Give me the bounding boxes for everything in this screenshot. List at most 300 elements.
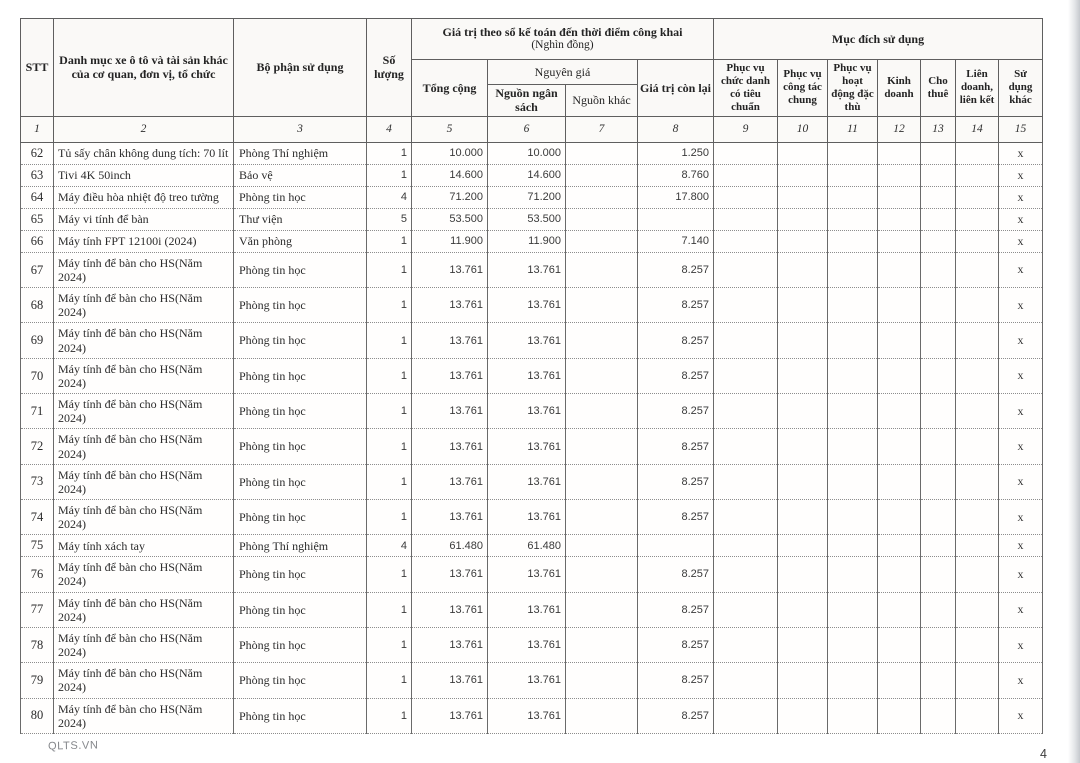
column-index: 8 bbox=[638, 116, 714, 142]
cell-stt: 79 bbox=[21, 663, 54, 698]
cell-p13 bbox=[921, 252, 956, 287]
cell-budget: 13.761 bbox=[488, 592, 566, 627]
cell-p11 bbox=[828, 429, 878, 464]
cell-p9 bbox=[714, 499, 778, 534]
page-number: 4 bbox=[1040, 747, 1047, 761]
asset-disclosure-table bbox=[20, 18, 1043, 734]
cell-budget: 14.600 bbox=[488, 164, 566, 186]
table-row bbox=[21, 323, 1043, 358]
cell-remaining: 17.800 bbox=[638, 186, 714, 208]
cell-budget: 13.761 bbox=[488, 464, 566, 499]
cell-total: 13.761 bbox=[412, 358, 488, 393]
cell-total: 11.900 bbox=[412, 230, 488, 252]
cell-p11 bbox=[828, 288, 878, 323]
cell-p13 bbox=[921, 323, 956, 358]
column-index: 4 bbox=[367, 116, 412, 142]
cell-p11 bbox=[828, 186, 878, 208]
cell-dept: Bảo vệ bbox=[234, 164, 367, 186]
cell-stt: 64 bbox=[21, 186, 54, 208]
cell-p10 bbox=[778, 698, 828, 733]
cell-name: Máy tính để bàn cho HS(Năm 2024) bbox=[54, 627, 234, 662]
cell-dept: Phòng tin học bbox=[234, 627, 367, 662]
cell-budget: 10.000 bbox=[488, 142, 566, 164]
cell-name: Máy tính FPT 12100i (2024) bbox=[54, 230, 234, 252]
document-page bbox=[20, 18, 1047, 761]
cell-p12 bbox=[878, 288, 921, 323]
cell-p10 bbox=[778, 252, 828, 287]
cell-remaining: 8.257 bbox=[638, 663, 714, 698]
col-header-other-source: Nguồn khác bbox=[566, 85, 638, 117]
cell-dept: Phòng tin học bbox=[234, 252, 367, 287]
cell-qty: 1 bbox=[367, 164, 412, 186]
cell-qty: 1 bbox=[367, 663, 412, 698]
cell-p12 bbox=[878, 164, 921, 186]
cell-total: 13.761 bbox=[412, 557, 488, 592]
cell-remaining: 8.257 bbox=[638, 429, 714, 464]
col-group-book-value bbox=[412, 19, 714, 60]
cell-total: 13.761 bbox=[412, 323, 488, 358]
cell-p11 bbox=[828, 627, 878, 662]
cell-p9 bbox=[714, 208, 778, 230]
cell-total: 13.761 bbox=[412, 429, 488, 464]
qlts-watermark: QLTS.VN bbox=[47, 739, 99, 753]
table-row bbox=[21, 535, 1043, 557]
column-index: 14 bbox=[956, 116, 999, 142]
cell-dept: Phòng tin học bbox=[234, 663, 367, 698]
cell-p14 bbox=[956, 464, 999, 499]
cell-p15: x bbox=[999, 230, 1043, 252]
cell-other bbox=[566, 358, 638, 393]
cell-p12 bbox=[878, 592, 921, 627]
cell-p14 bbox=[956, 429, 999, 464]
cell-dept: Văn phòng bbox=[234, 230, 367, 252]
cell-p10 bbox=[778, 627, 828, 662]
table-row bbox=[21, 288, 1043, 323]
cell-p12 bbox=[878, 186, 921, 208]
cell-p15: x bbox=[999, 592, 1043, 627]
cell-other bbox=[566, 252, 638, 287]
cell-total: 13.761 bbox=[412, 394, 488, 429]
table-row bbox=[21, 464, 1043, 499]
cell-p14 bbox=[956, 164, 999, 186]
cell-stt: 62 bbox=[21, 142, 54, 164]
col-header-purpose-special-activity: Phục vụ hoạt động đặc thù bbox=[828, 60, 878, 117]
cell-p15: x bbox=[999, 535, 1043, 557]
cell-budget: 13.761 bbox=[488, 323, 566, 358]
column-index: 15 bbox=[999, 116, 1043, 142]
cell-total: 13.761 bbox=[412, 698, 488, 733]
column-index: 6 bbox=[488, 116, 566, 142]
cell-budget: 13.761 bbox=[488, 663, 566, 698]
cell-qty: 1 bbox=[367, 288, 412, 323]
cell-p12 bbox=[878, 142, 921, 164]
cell-qty: 1 bbox=[367, 323, 412, 358]
index-row bbox=[21, 116, 1043, 142]
column-index: 12 bbox=[878, 116, 921, 142]
cell-stt: 77 bbox=[21, 592, 54, 627]
cell-dept: Thư viện bbox=[234, 208, 367, 230]
cell-p12 bbox=[878, 252, 921, 287]
cell-stt: 75 bbox=[21, 535, 54, 557]
cell-p15: x bbox=[999, 288, 1043, 323]
cell-p11 bbox=[828, 698, 878, 733]
cell-p13 bbox=[921, 627, 956, 662]
table-row bbox=[21, 208, 1043, 230]
cell-qty: 1 bbox=[367, 698, 412, 733]
cell-p10 bbox=[778, 230, 828, 252]
cell-qty: 1 bbox=[367, 627, 412, 662]
cell-p14 bbox=[956, 358, 999, 393]
cell-p9 bbox=[714, 429, 778, 464]
cell-p12 bbox=[878, 698, 921, 733]
cell-total: 13.761 bbox=[412, 499, 488, 534]
cell-p11 bbox=[828, 535, 878, 557]
cell-p9 bbox=[714, 663, 778, 698]
cell-p15: x bbox=[999, 429, 1043, 464]
cell-p9 bbox=[714, 323, 778, 358]
table-row bbox=[21, 557, 1043, 592]
column-index: 13 bbox=[921, 116, 956, 142]
book-value-unit: (Nghìn đồng) bbox=[531, 39, 594, 52]
column-index: 9 bbox=[714, 116, 778, 142]
cell-dept: Phòng tin học bbox=[234, 323, 367, 358]
cell-budget: 71.200 bbox=[488, 186, 566, 208]
cell-stt: 74 bbox=[21, 499, 54, 534]
cell-stt: 67 bbox=[21, 252, 54, 287]
col-header-purpose-joint-venture: Liên doanh, liên kết bbox=[956, 60, 999, 117]
cell-p15: x bbox=[999, 164, 1043, 186]
cell-dept: Phòng tin học bbox=[234, 592, 367, 627]
cell-budget: 13.761 bbox=[488, 557, 566, 592]
cell-p13 bbox=[921, 698, 956, 733]
cell-budget: 13.761 bbox=[488, 627, 566, 662]
cell-p13 bbox=[921, 142, 956, 164]
cell-name: Máy tính để bàn cho HS(Năm 2024) bbox=[54, 252, 234, 287]
cell-other bbox=[566, 429, 638, 464]
cell-total: 10.000 bbox=[412, 142, 488, 164]
cell-remaining: 1.250 bbox=[638, 142, 714, 164]
cell-qty: 1 bbox=[367, 499, 412, 534]
cell-other bbox=[566, 557, 638, 592]
cell-remaining: 8.257 bbox=[638, 358, 714, 393]
cell-p14 bbox=[956, 698, 999, 733]
column-index: 11 bbox=[828, 116, 878, 142]
cell-p12 bbox=[878, 230, 921, 252]
col-header-purpose-title-standard: Phục vụ chức danh có tiêu chuẩn bbox=[714, 60, 778, 117]
cell-budget: 13.761 bbox=[488, 429, 566, 464]
cell-stt: 80 bbox=[21, 698, 54, 733]
cell-qty: 1 bbox=[367, 429, 412, 464]
col-header-purpose-other-use: Sử dụng khác bbox=[999, 60, 1043, 117]
cell-budget: 53.500 bbox=[488, 208, 566, 230]
cell-remaining: 8.257 bbox=[638, 499, 714, 534]
cell-p10 bbox=[778, 358, 828, 393]
cell-p15: x bbox=[999, 464, 1043, 499]
cell-p15: x bbox=[999, 698, 1043, 733]
cell-qty: 1 bbox=[367, 230, 412, 252]
table-row bbox=[21, 592, 1043, 627]
cell-total: 13.761 bbox=[412, 464, 488, 499]
column-index: 1 bbox=[21, 116, 54, 142]
cell-p15: x bbox=[999, 252, 1043, 287]
col-header-purpose-common-work: Phục vụ công tác chung bbox=[778, 60, 828, 117]
cell-p12 bbox=[878, 394, 921, 429]
cell-p12 bbox=[878, 499, 921, 534]
column-index: 3 bbox=[234, 116, 367, 142]
cell-name: Máy tính xách tay bbox=[54, 535, 234, 557]
cell-dept: Phòng Thí nghiệm bbox=[234, 535, 367, 557]
table-row bbox=[21, 230, 1043, 252]
book-value-title: Giá trị theo sổ kế toán đến thời điểm công khai bbox=[442, 24, 683, 39]
cell-p13 bbox=[921, 663, 956, 698]
cell-p10 bbox=[778, 186, 828, 208]
cell-p9 bbox=[714, 142, 778, 164]
cell-total: 13.761 bbox=[412, 252, 488, 287]
table-row bbox=[21, 186, 1043, 208]
col-group-original-price: Nguyên giá bbox=[488, 60, 638, 85]
cell-p14 bbox=[956, 394, 999, 429]
cell-p11 bbox=[828, 252, 878, 287]
column-index: 10 bbox=[778, 116, 828, 142]
cell-name: Máy tính để bàn cho HS(Năm 2024) bbox=[54, 698, 234, 733]
cell-budget: 13.761 bbox=[488, 499, 566, 534]
cell-p11 bbox=[828, 208, 878, 230]
cell-p14 bbox=[956, 252, 999, 287]
cell-p10 bbox=[778, 592, 828, 627]
cell-p13 bbox=[921, 186, 956, 208]
cell-p14 bbox=[956, 592, 999, 627]
cell-other bbox=[566, 323, 638, 358]
cell-p14 bbox=[956, 288, 999, 323]
cell-p11 bbox=[828, 557, 878, 592]
cell-other bbox=[566, 164, 638, 186]
cell-p13 bbox=[921, 535, 956, 557]
cell-p10 bbox=[778, 394, 828, 429]
cell-other bbox=[566, 499, 638, 534]
cell-p10 bbox=[778, 288, 828, 323]
col-group-usage-purpose: Mục đích sử dụng bbox=[714, 19, 1043, 60]
cell-p10 bbox=[778, 142, 828, 164]
table-row bbox=[21, 627, 1043, 662]
cell-stt: 76 bbox=[21, 557, 54, 592]
cell-p10 bbox=[778, 464, 828, 499]
cell-qty: 4 bbox=[367, 186, 412, 208]
cell-p11 bbox=[828, 142, 878, 164]
cell-other bbox=[566, 288, 638, 323]
cell-stt: 69 bbox=[21, 323, 54, 358]
cell-other bbox=[566, 142, 638, 164]
cell-p11 bbox=[828, 592, 878, 627]
cell-p12 bbox=[878, 557, 921, 592]
cell-p9 bbox=[714, 186, 778, 208]
cell-budget: 11.900 bbox=[488, 230, 566, 252]
cell-p14 bbox=[956, 499, 999, 534]
col-header-budget-source: Nguồn ngân sách bbox=[488, 85, 566, 117]
cell-name: Máy tính để bàn cho HS(Năm 2024) bbox=[54, 323, 234, 358]
cell-p11 bbox=[828, 230, 878, 252]
cell-name: Máy tính để bàn cho HS(Năm 2024) bbox=[54, 464, 234, 499]
cell-p11 bbox=[828, 464, 878, 499]
cell-other bbox=[566, 627, 638, 662]
cell-name: Máy tính để bàn cho HS(Năm 2024) bbox=[54, 663, 234, 698]
cell-dept: Phòng Thí nghiệm bbox=[234, 142, 367, 164]
cell-total: 13.761 bbox=[412, 288, 488, 323]
col-header-purpose-business: Kinh doanh bbox=[878, 60, 921, 117]
column-index: 7 bbox=[566, 116, 638, 142]
cell-dept: Phòng tin học bbox=[234, 288, 367, 323]
cell-p15: x bbox=[999, 499, 1043, 534]
cell-p12 bbox=[878, 323, 921, 358]
cell-p12 bbox=[878, 627, 921, 662]
cell-stt: 70 bbox=[21, 358, 54, 393]
cell-other bbox=[566, 663, 638, 698]
cell-other bbox=[566, 230, 638, 252]
table-row bbox=[21, 164, 1043, 186]
cell-p12 bbox=[878, 358, 921, 393]
cell-p15: x bbox=[999, 394, 1043, 429]
cell-p14 bbox=[956, 208, 999, 230]
cell-other bbox=[566, 698, 638, 733]
cell-p13 bbox=[921, 429, 956, 464]
table-row bbox=[21, 663, 1043, 698]
column-index: 2 bbox=[54, 116, 234, 142]
cell-total: 13.761 bbox=[412, 663, 488, 698]
cell-p9 bbox=[714, 358, 778, 393]
cell-p10 bbox=[778, 663, 828, 698]
col-header-purpose-rent: Cho thuê bbox=[921, 60, 956, 117]
cell-p13 bbox=[921, 464, 956, 499]
cell-budget: 13.761 bbox=[488, 288, 566, 323]
cell-p15: x bbox=[999, 627, 1043, 662]
col-header-category: Danh mục xe ô tô và tài sản khác của cơ quan, đơn vị, tổ chức bbox=[54, 19, 234, 117]
cell-stt: 68 bbox=[21, 288, 54, 323]
cell-stt: 72 bbox=[21, 429, 54, 464]
cell-p13 bbox=[921, 288, 956, 323]
cell-p12 bbox=[878, 429, 921, 464]
cell-name: Tủ sấy chân không dung tích: 70 lít bbox=[54, 142, 234, 164]
cell-p9 bbox=[714, 288, 778, 323]
cell-p14 bbox=[956, 535, 999, 557]
cell-other bbox=[566, 535, 638, 557]
cell-p14 bbox=[956, 230, 999, 252]
cell-p11 bbox=[828, 499, 878, 534]
cell-p9 bbox=[714, 164, 778, 186]
cell-budget: 61.480 bbox=[488, 535, 566, 557]
cell-p11 bbox=[828, 663, 878, 698]
cell-p11 bbox=[828, 164, 878, 186]
cell-p11 bbox=[828, 358, 878, 393]
cell-qty: 5 bbox=[367, 208, 412, 230]
col-header-remaining-value: Giá trị còn lại bbox=[638, 60, 714, 117]
cell-p15: x bbox=[999, 663, 1043, 698]
cell-remaining: 8.257 bbox=[638, 288, 714, 323]
col-header-department: Bộ phận sử dụng bbox=[234, 19, 367, 117]
cell-budget: 13.761 bbox=[488, 394, 566, 429]
cell-p14 bbox=[956, 627, 999, 662]
cell-p15: x bbox=[999, 208, 1043, 230]
cell-name: Máy điều hòa nhiệt độ treo tường bbox=[54, 186, 234, 208]
cell-stt: 66 bbox=[21, 230, 54, 252]
cell-stt: 71 bbox=[21, 394, 54, 429]
cell-remaining: 8.257 bbox=[638, 464, 714, 499]
cell-qty: 1 bbox=[367, 394, 412, 429]
cell-qty: 1 bbox=[367, 557, 412, 592]
cell-remaining: 8.257 bbox=[638, 252, 714, 287]
cell-remaining: 8.257 bbox=[638, 394, 714, 429]
cell-remaining: 8.257 bbox=[638, 698, 714, 733]
cell-name: Máy tính để bàn cho HS(Năm 2024) bbox=[54, 394, 234, 429]
cell-dept: Phòng tin học bbox=[234, 464, 367, 499]
table-row bbox=[21, 698, 1043, 733]
cell-p9 bbox=[714, 698, 778, 733]
table-row bbox=[21, 142, 1043, 164]
cell-p10 bbox=[778, 557, 828, 592]
table-row bbox=[21, 252, 1043, 287]
cell-p15: x bbox=[999, 358, 1043, 393]
cell-name: Máy tính để bàn cho HS(Năm 2024) bbox=[54, 592, 234, 627]
cell-p12 bbox=[878, 663, 921, 698]
cell-remaining bbox=[638, 535, 714, 557]
cell-total: 13.761 bbox=[412, 627, 488, 662]
cell-remaining: 8.257 bbox=[638, 557, 714, 592]
cell-dept: Phòng tin học bbox=[234, 499, 367, 534]
cell-p9 bbox=[714, 252, 778, 287]
table-row bbox=[21, 358, 1043, 393]
column-index: 5 bbox=[412, 116, 488, 142]
scan-edge-shadow bbox=[1068, 0, 1080, 763]
cell-p9 bbox=[714, 535, 778, 557]
cell-p11 bbox=[828, 323, 878, 358]
cell-total: 13.761 bbox=[412, 592, 488, 627]
cell-p9 bbox=[714, 464, 778, 499]
cell-total: 14.600 bbox=[412, 164, 488, 186]
cell-p13 bbox=[921, 164, 956, 186]
cell-p14 bbox=[956, 142, 999, 164]
cell-remaining: 8.257 bbox=[638, 627, 714, 662]
cell-dept: Phòng tin học bbox=[234, 557, 367, 592]
table-row bbox=[21, 394, 1043, 429]
cell-p9 bbox=[714, 230, 778, 252]
cell-p14 bbox=[956, 663, 999, 698]
cell-p13 bbox=[921, 208, 956, 230]
cell-other bbox=[566, 592, 638, 627]
cell-qty: 4 bbox=[367, 535, 412, 557]
cell-budget: 13.761 bbox=[488, 358, 566, 393]
cell-stt: 65 bbox=[21, 208, 54, 230]
cell-p15: x bbox=[999, 186, 1043, 208]
table-row bbox=[21, 499, 1043, 534]
cell-p14 bbox=[956, 323, 999, 358]
cell-name: Máy tính để bàn cho HS(Năm 2024) bbox=[54, 288, 234, 323]
cell-p10 bbox=[778, 429, 828, 464]
cell-p13 bbox=[921, 557, 956, 592]
cell-dept: Phòng tin học bbox=[234, 394, 367, 429]
cell-remaining: 8.257 bbox=[638, 592, 714, 627]
cell-p10 bbox=[778, 535, 828, 557]
cell-p15: x bbox=[999, 142, 1043, 164]
cell-p10 bbox=[778, 164, 828, 186]
cell-p10 bbox=[778, 208, 828, 230]
cell-total: 61.480 bbox=[412, 535, 488, 557]
cell-p13 bbox=[921, 394, 956, 429]
cell-budget: 13.761 bbox=[488, 252, 566, 287]
cell-dept: Phòng tin học bbox=[234, 429, 367, 464]
cell-name: Máy tính để bàn cho HS(Năm 2024) bbox=[54, 499, 234, 534]
cell-name: Tivi 4K 50inch bbox=[54, 164, 234, 186]
cell-stt: 73 bbox=[21, 464, 54, 499]
cell-other bbox=[566, 208, 638, 230]
cell-p13 bbox=[921, 592, 956, 627]
